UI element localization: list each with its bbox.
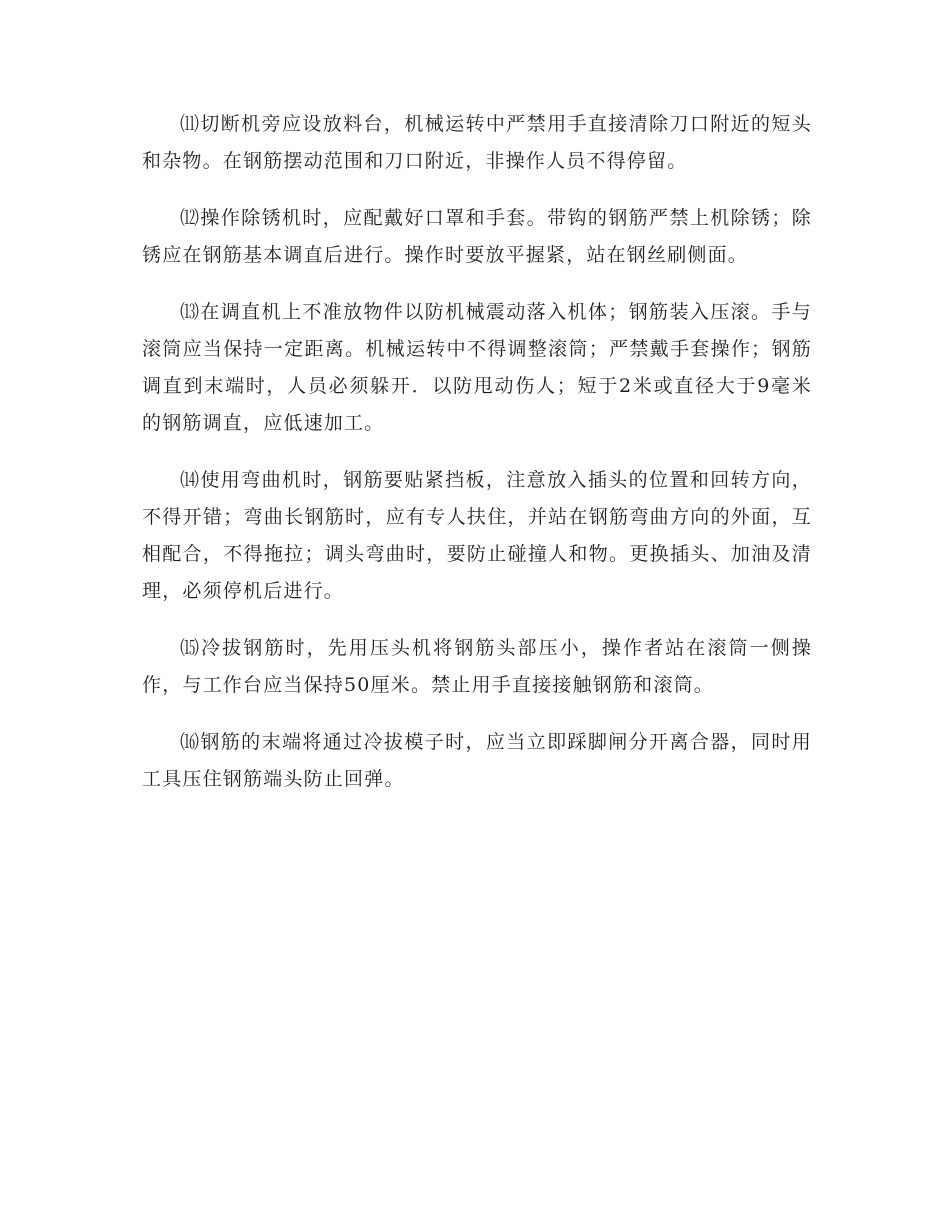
paragraph-11: ⑾切断机旁应设放料台，机械运转中严禁用手直接清除刀口附近的短头和杂物。在钢筋摆动范围和刀口附近，非操作人员不得停留。: [142, 113, 812, 172]
paragraph-15: ⒂冷拔钢筋时，先用压头机将钢筋头部压小，操作者站在滚筒一侧操作，与工作台应当保持50厘米。禁止用手直接接触钢筋和滚筒。: [142, 637, 812, 696]
paragraph-16: ⒃钢筋的末端将通过冷拔模子时，应当立即踩脚闸分开离合器，同时用工具压住钢筋端头防止回弹。: [142, 731, 812, 790]
paragraph-14: ⒁使用弯曲机时，钢筋要贴紧挡板，注意放入插头的位置和回转方向，不得开错；弯曲长钢筋时，应有专人扶住，并站在钢筋弯曲方向的外面，互相配合，不得拖拉；调头弯曲时，要防止碰撞人和物。更换插头、加油及清理，必须停机后进行。: [142, 469, 812, 602]
document-body: [142, 106, 812, 818]
paragraph-12: ⑿操作除锈机时，应配戴好口罩和手套。带钩的钢筋严禁上机除锈；除锈应在钢筋基本调直后进行。操作时要放平握紧，站在钢丝刷侧面。: [142, 207, 812, 266]
paragraph-13: ⒀在调直机上不准放物件以防机械震动落入机体；钢筋装入压滚。手与滚筒应当保持一定距离。机械运转中不得调整滚筒；严禁戴手套操作；钢筋调直到末端时，人员必须躲开．以防甩动伤人；短于2米或直径大于9毫米的钢筋调直，应低速加工。: [142, 301, 812, 434]
